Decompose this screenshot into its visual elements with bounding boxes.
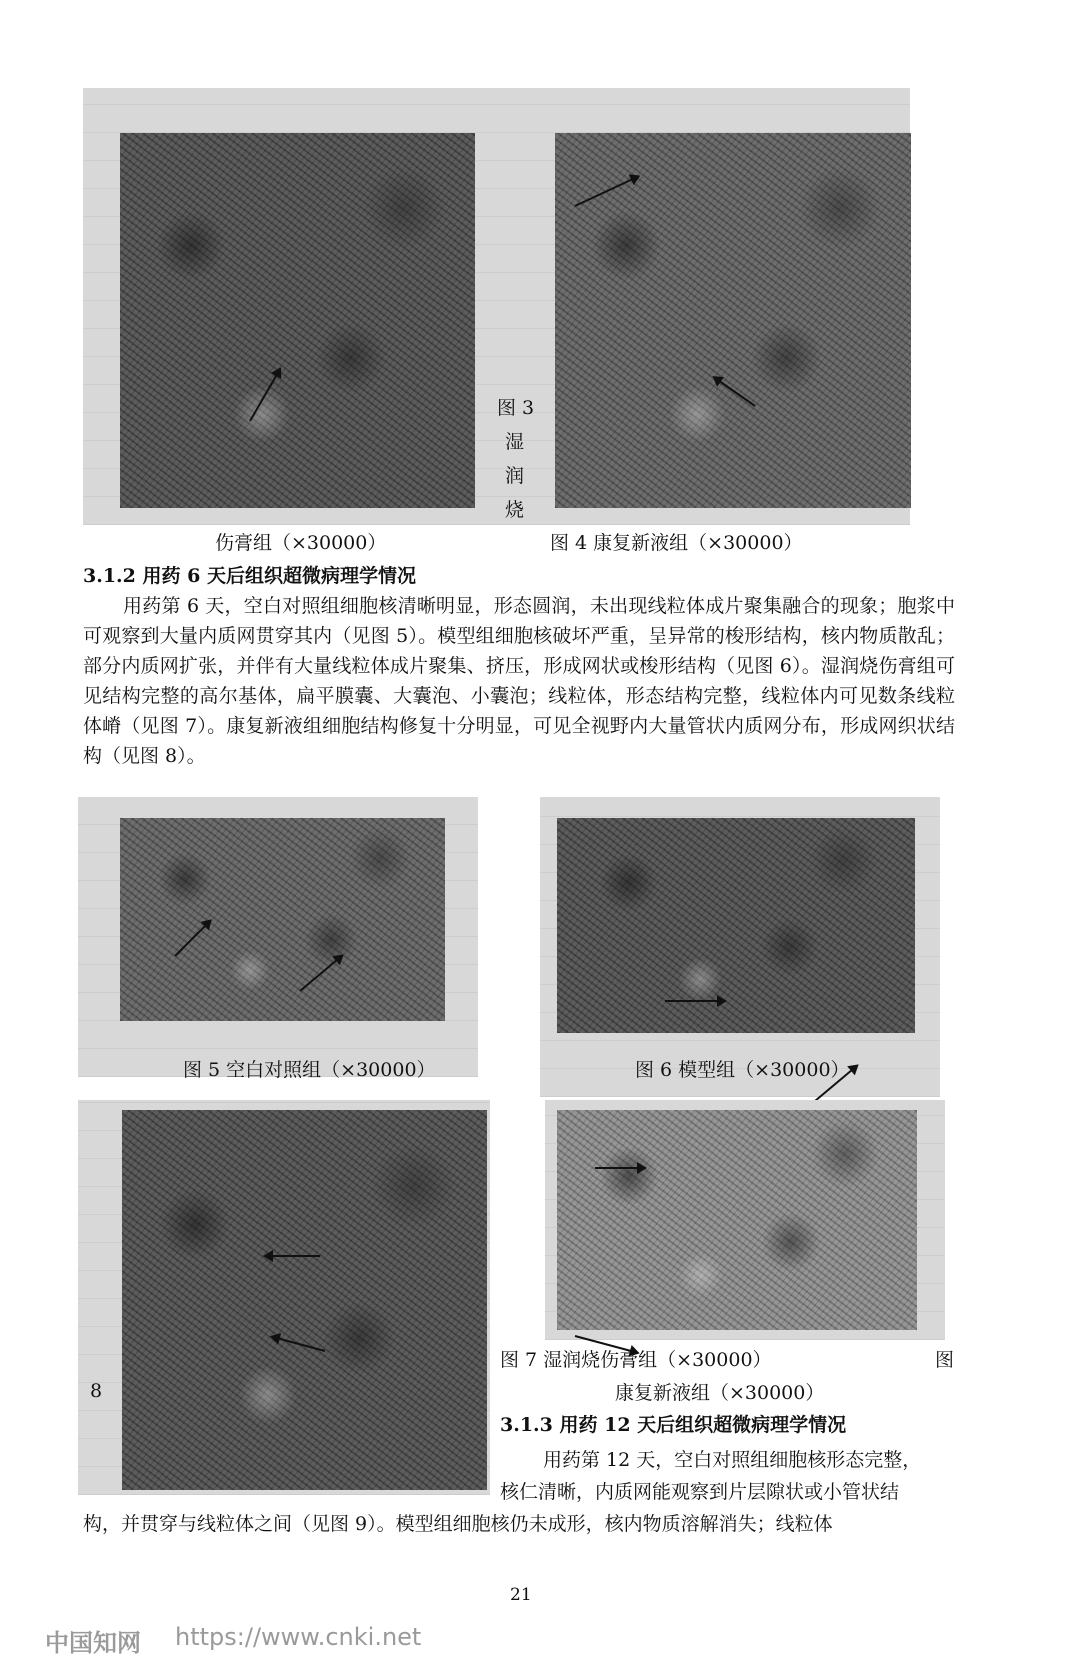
cnki-url[interactable]: https://www.cnki.net [175,1623,422,1651]
figure-3-side-label: 图 3 [497,397,535,419]
figure-7-arrow [595,1167,645,1169]
figure-3-side-char-2: 润 [505,465,525,487]
figure-4-caption: 图 4 康复新液组（×30000） [550,532,803,554]
figure-5-caption: 图 5 空白对照组（×30000） [183,1059,436,1081]
section-3-1-3-heading: 3.1.3 用药 12 天后组织超微病理学情况 [500,1414,847,1436]
section-3-1-2-body: 用药第 6 天，空白对照组细胞核清晰明显，形态圆润，未出现线粒体成片聚集融合的现象；胞浆中可观察到大量内质网贯穿其内（见图 5）。模型组细胞核破坏严重，呈异常的梭形结构，核内物质散乱；部分内质网扩张，并伴有大量线粒体成片聚集、挤压，形成网状或梭形结构（见图 6）。湿润烧伤膏组可见结构完整的高尔基体，扁平膜囊、大囊泡、小囊泡；线粒体，形态结构完整，线粒体内可见数条线粒体嵴（见图 7）。康复新液组细胞结构修复十分明显，可见全视野内大量管状内质网分布，形成网织状结构（见图 8）。 [83,595,955,767]
figure-8-caption-head: 图 [935,1349,955,1371]
section-3-1-2-heading: 3.1.2 用药 6 天后组织超微病理学情况 [83,565,416,587]
figure-5-image [120,818,445,1021]
figure-7-image [557,1110,917,1330]
figure-3-side-char-1: 湿 [505,431,525,453]
figure-3-side-char-3: 烧 [505,499,525,521]
figure-6-caption: 图 6 模型组（×30000） [635,1059,850,1081]
figure-3-image [120,133,475,508]
figure-8-image [122,1110,487,1490]
section-3-1-3-line-1: 用药第 12 天，空白对照组细胞核形态完整， [543,1449,922,1471]
figure-6-arrow [665,1000,725,1002]
figure-7-caption: 图 7 湿润烧伤膏组（×30000） [500,1349,772,1371]
figure-6-image [557,818,915,1033]
figure-8-caption: 康复新液组（×30000） [615,1382,825,1404]
section-3-1-3-line-2: 核仁清晰，内质网能观察到片层隙状或小管状结 [500,1481,900,1503]
figure-8-arrow [265,1255,320,1257]
figure-8-side-number: 8 [90,1380,103,1402]
section-3-1-3-line-3: 构，并贯穿与线粒体之间（见图 9）。模型组细胞核仍未成形，核内物质溶解消失；线粒体 [83,1513,833,1535]
figure-3-caption: 伤膏组（×30000） [215,532,387,554]
page-number: 21 [510,1585,532,1605]
cnki-logo-text: 中国知网 [45,1629,141,1657]
